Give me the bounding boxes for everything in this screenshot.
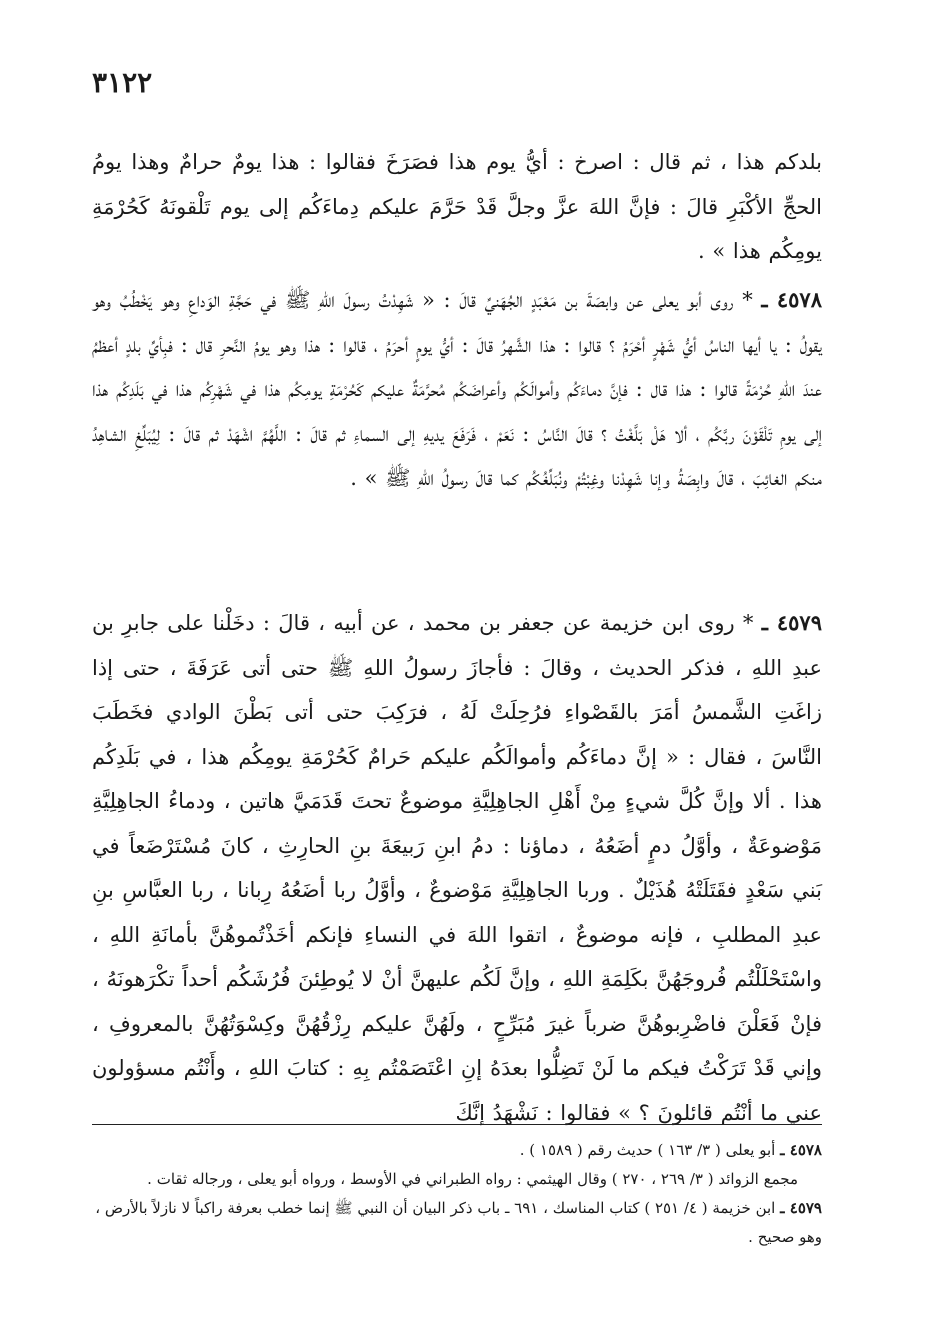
- page-number: ٣١٢٢: [92, 66, 153, 99]
- footnote-number: ٤٥٧٩ ـ: [780, 1199, 822, 1217]
- hadith-text: * روى ابن خزيمة عن جعفر بن محمد ، عن أبيه ، قالَ : دخَلْنا على جابرِ بن عبدِ اللهِ ، فذكر الحديث ، وقالَ : فأجازَ رسولُ اللهِ ﷺ حتى أتى عَرَفَةَ ، حتى إذا زاغَتِ الشَّمسُ أمَرَ بالقَصْواءِ فرُحِلَتْ لَهُ ، فرَكِبَ حتى أتى بَطْنَ الوادي فخَطَبَ النَّاسَ ، فقال : « إنَّ دماءَكُم وأموالَكُم عليكم حَرامٌ كَحُرْمَةِ يومِكُم هذا ، في بَلَدِكُم هذا . ألا وإنَّ كُلَّ شيءٍ مِنْ أَهْلِ الجاهِلِيَّةِ موضوعٌ تحتَ قَدَمَيَّ هاتين ، ودماءُ الجاهِلِيَّةِ مَوْضوعَةٌ ، وأوَّلُ دمٍ أضَعُهُ ، دماؤنا : دمُ ابنِ رَبيعَةَ بنِ الحارِثِ ، كانَ مُسْتَرْضَعاً في بَني سَعْدٍ فقَتَلَتْهُ هُذَيْلٌ . وربا الجاهِلِيَّةِ مَوْضوعٌ ، وأوَّلُ ربا أضَعُهُ رِبانا ، ربا العبَّاسِ بنِ عبدِ المطلبِ ، فإنه موضوعٌ ، اتقوا اللهَ في النساءِ فإنكم أخَذْتُموهُنَّ بأمانَةِ اللهِ ، واسْتَحْلَلْتُم فُروجَهُنَّ بكَلِمَةِ اللهِ ، وإنَّ لَكُم عليهنَّ أنْ لا يُوطِئنَ فُرُشَكُم أحداً تكْرَهونَهُ ، فإنْ فَعَلْنَ فاضْرِبوهُنَّ ضرباً غيرَ مُبَرِّحٍ ، ولَهُنَّ عليكم رِزْقُهُنَّ وكِسْوَتُهُنَّ بالمعروفِ ، وإني قَدْ تَرَكْتُ فيكم ما لَنْ تَضِلُّوا بعدَهُ إنِ اعْتَصَمْتُم بِهِ : كتابَ اللهِ ، وأَنْتُم مسؤولون عني ما أنْتُم قائلونَ ؟ » فقالوا : نَشْهَدُ إنَّكَ: [92, 611, 822, 1125]
- footnote-text: أبو يعلى ( ٣/ ١٦٣ ) حديث رقم ( ١٥٨٩ ) .: [519, 1141, 776, 1159]
- footnote-separator: [92, 1124, 822, 1125]
- hadith-4578: [92, 278, 822, 501]
- footnote-4578-continuation: مجمع الزوائد ( ٣/ ٢٦٩ ، ٢٧٠ ) وقال الهيثمي : رواه الطبراني في الأوسط ، ورواه أبو يعلى ، ورجاله ثقات .: [147, 1170, 798, 1188]
- footnote-text: ابن خزيمة ( ٤/ ٢٥١ ) كتاب المناسك ، ٦٩١ ـ باب ذكر البيان أن النبي ﷺ إنما خطب بعرفة راكباً لا نازلاً بالأرض ، وهو صحيح .: [95, 1199, 822, 1246]
- footnote-4579: [92, 1194, 822, 1252]
- hadith-number: ٤٥٧٩ ـ: [761, 610, 822, 635]
- hadith-4579: [92, 601, 822, 1135]
- hadith-number: ٤٥٧٨ ـ: [761, 287, 822, 312]
- footnote-4578: [92, 1136, 822, 1165]
- footnotes: [92, 1136, 822, 1252]
- footnote-number: ٤٥٧٨ ـ: [780, 1141, 822, 1159]
- hadith-text: * روى أبو يعلى عن وابصَةَ بن مَعْبَدٍ الجُهَنيِّ قالَ : « شَهِدْتُ رسولَ اللهِ ﷺ في حَجَّةِ الوَداعِ وهو يَخْطُبُ وهو يقولُ : يا أيها الناسُ أيُّ شَهْرٍ أحْرَمُ ؟ قالوا : هذا الشَّهرُ قالَ : أيُّ يومٍ أحرَمُ ، قالوا : هذا وهو يومُ النَّحرِ قال : فبِأيِّ بلدٍ أعظمُ عندَ اللهِ حُرْمَةً قالوا : هذا قال : فإنَّ دماءَكُم وأموالَكُم وأعراضَكُم مُحرَّمَةٌ عليكم كَحُرْمَةِ يومِكُم هذا في شَهْرِكُم هذا في بَلَدِكُم هذا إلى يومِ تَلْقَوْنَ ربَّكُم ، ألا هَلْ بَلَّغْتُ ؟ قالَ النَّاسُ : نَعَمْ ، فَرَفَعَ يديهِ إلى السماءِ ثم قالَ : اللَّهُمَّ اشْهَدْ ثم قالَ : لِيُبَلِّغِ الشاهِدُ منكم الغائِبَ ، قالَ وابِصَةُ وإنا شَهِدْنا وغِبْتُمْ ونُبَلِّغُكُم كما قالَ رسولُ اللهِ ﷺ » .: [92, 288, 822, 490]
- paragraph-continuation: بلدكم هذا ، ثم قال : اصرخ : أيُّ يوم هذا فصَرَخَ فقالوا : هذا يومٌ حرامٌ وهذا يومُ الحجِّ الأكْبَرِ قالَ : فإنَّ اللهَ عزَّ وجلَّ قَدْ حَرَّمَ عليكم دِماءَكُم إلى يوم تَلْقونَهُ كَحُرْمَةِ يومِكُم هذا » .: [92, 150, 822, 263]
